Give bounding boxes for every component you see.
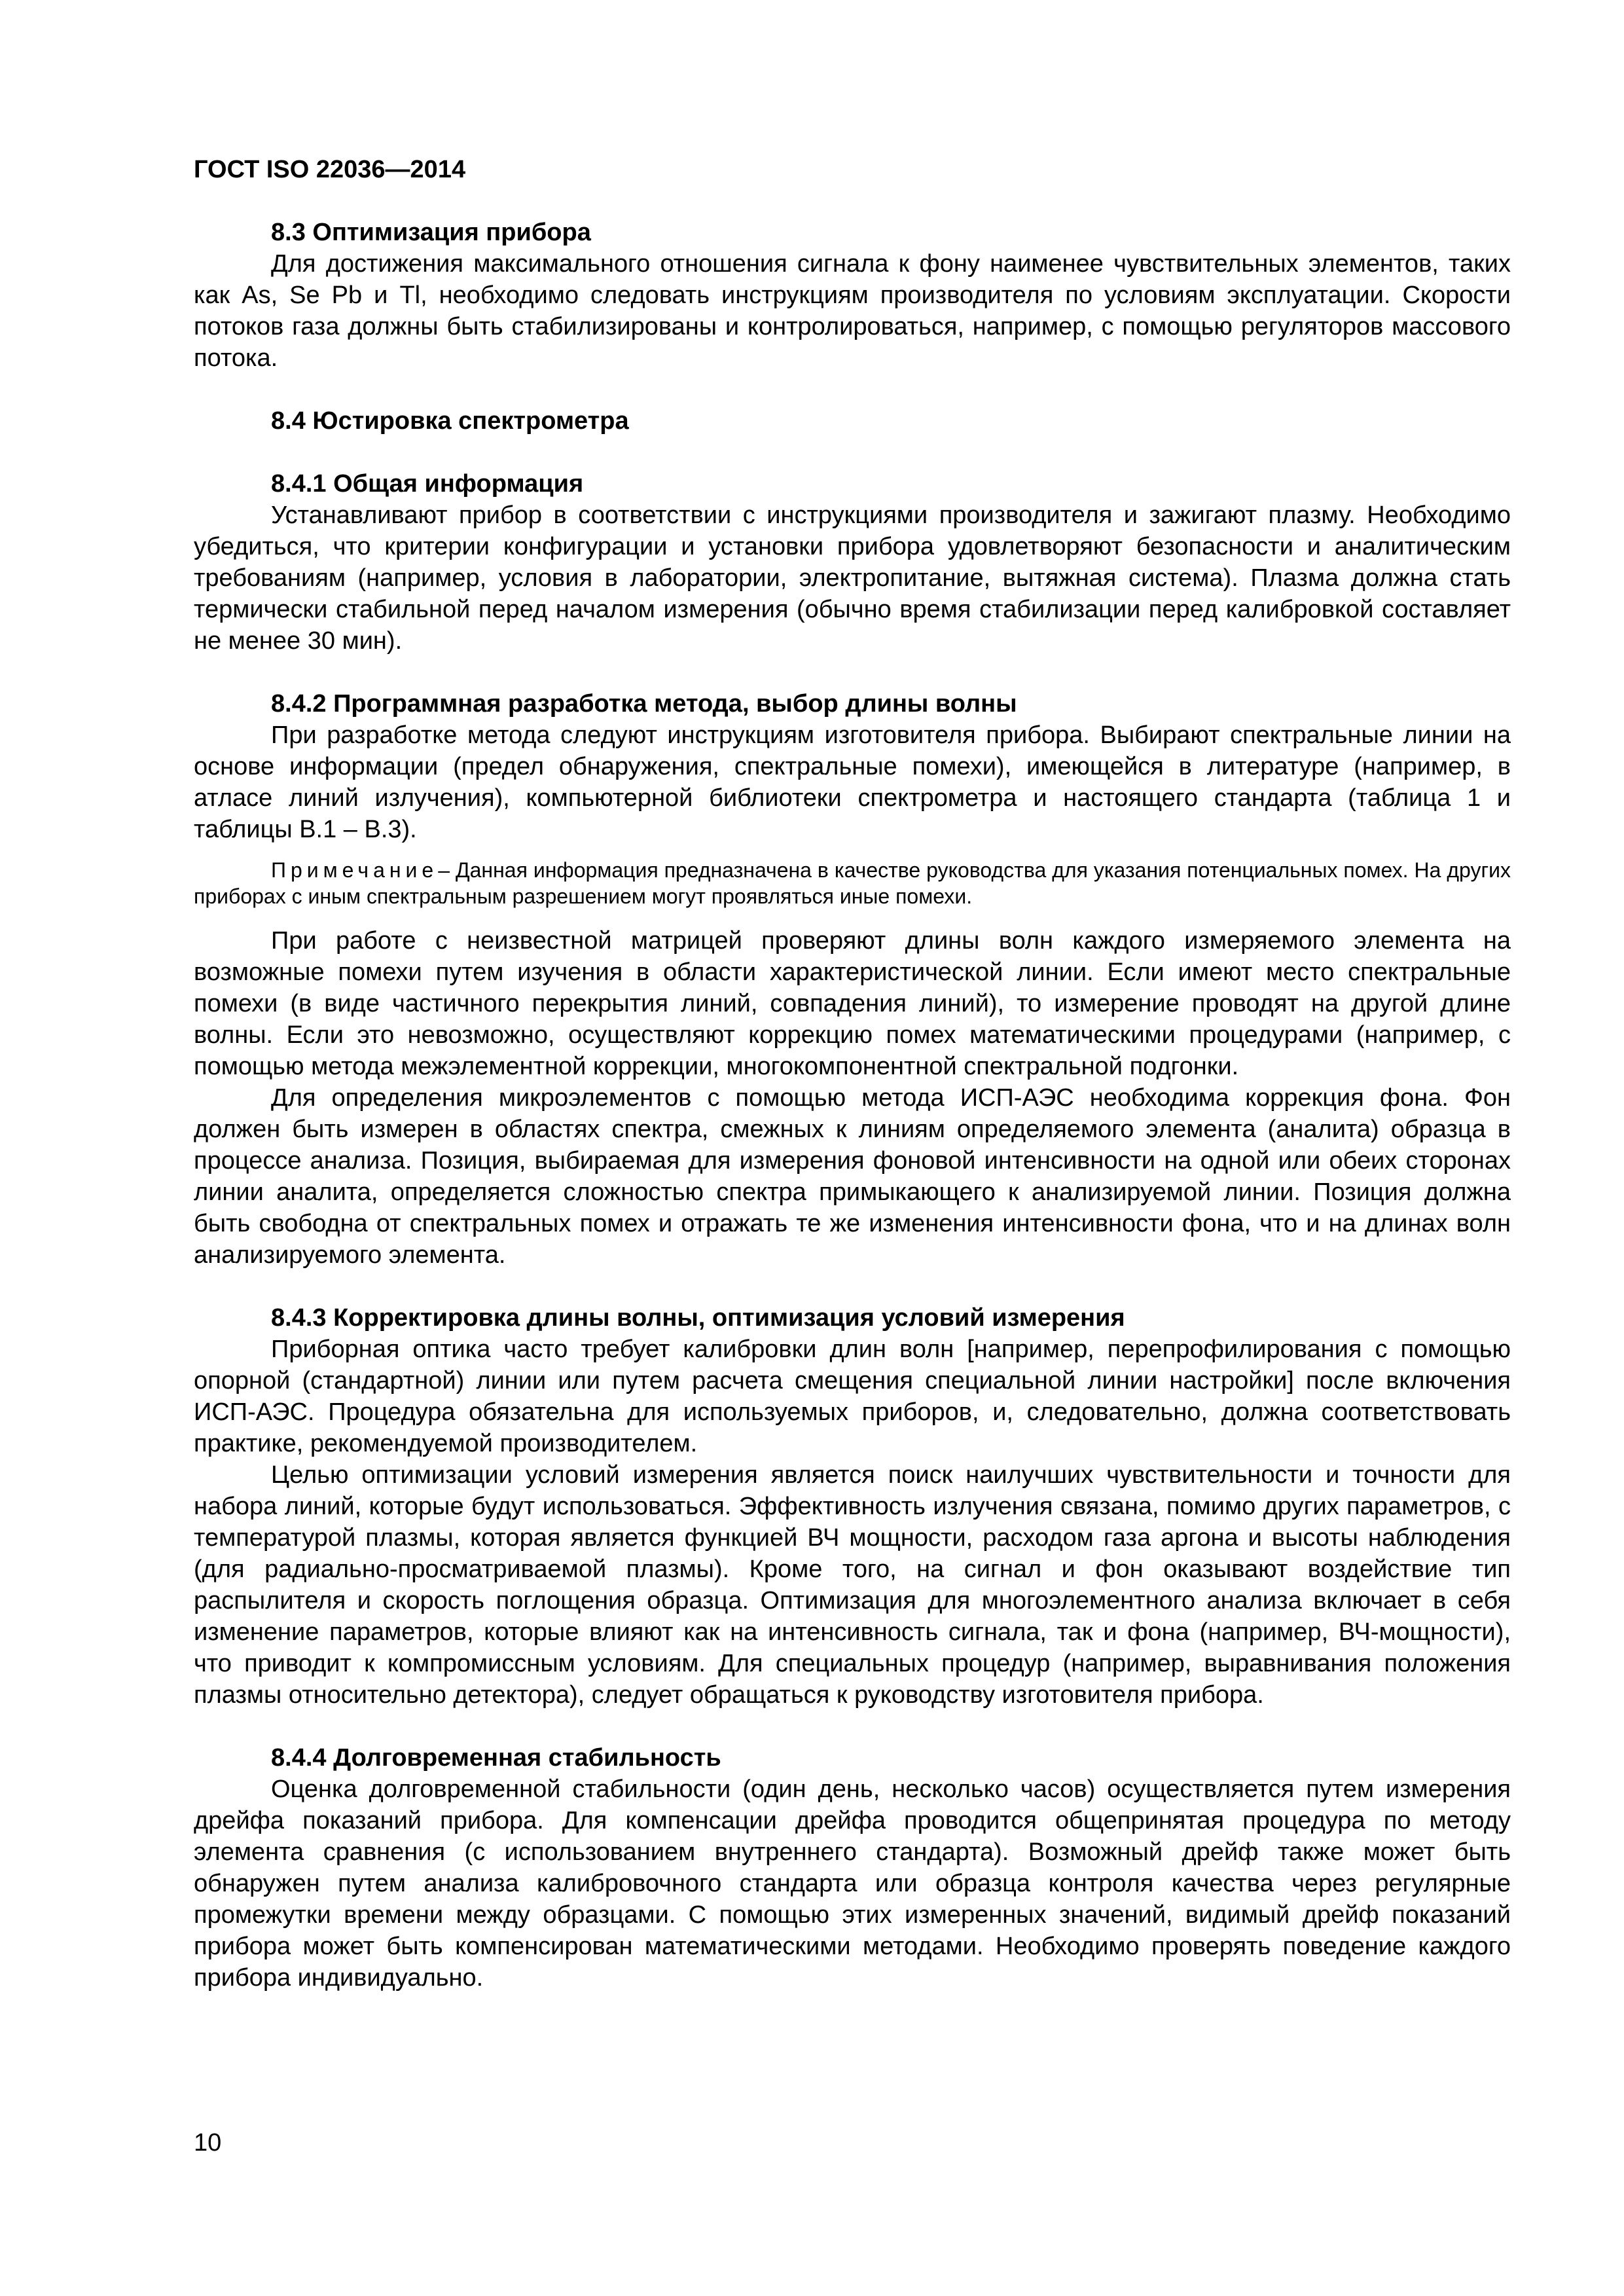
spacer [194,1271,1511,1302]
spacer [194,437,1511,468]
spacer [194,657,1511,688]
section-8-4-1-paragraph: Устанавливают прибор в соответствии с инструкциями производителя и зажигают плазму. Необходимо убедиться, что критерии конфигурации и установки прибора удовлетворяют безопасности и аналитическим требованиям (например, условия в лаборатории, электропитание, вытяжная система). Плазма должна стать термически стабильной перед началом измерения (обычно время стабилизации перед калибровкой составляет не менее 30 мин). [194,501,1511,655]
document-code: ГОСТ ISO 22036—2014 [194,156,466,183]
note-text: – Данная информация предназначена в качестве руководства для указания потенциальных помех. На других приборах с иным спектральным разрешением могут проявляться иные помехи. [194,858,1511,908]
section-8-3-title: 8.3 Оптимизация прибора [271,219,591,246]
page-number: 10 [194,2129,222,2157]
section-8-4-3-paragraph-1: Приборная оптика часто требует калибровки длин волн [например, перепрофилирования с помощью опорной (стандартной) линии или путем расчета смещения специальной линии настройки] после включения ИСП-АЭС. Процедура обязательна для используемых приборов, и, следовательно, должна соответствовать практике, рекомендуемой производителем. [194,1336,1511,1457]
document-page [194,154,1511,2196]
section-8-4-2-paragraph-2: При работе с неизвестной матрицей проверяют длины волн каждого измеряемого элемента на возможные помехи путем изучения в области характеристической линии. Если имеют место спектральные помехи (в виде частичного перекрытия линий, совпадения линий), то измерение проводят на другой длине волны. Если это невозможно, осуществляют коррекцию помех математическими процедурами (например, с помощью метода межэлементной коррекции, многокомпонентной спектральной подгонки. [194,927,1511,1080]
spacer [194,374,1511,405]
section-8-4-title: 8.4 Юстировка спектрометра [271,407,629,435]
section-8-4-2-title: 8.4.2 Программная разработка метода, выбор длины волны [271,690,1017,718]
section-8-4-2-paragraph-1: При разработке метода следуют инструкциям изготовителя прибора. Выбирают спектральные линии на основе информации (предел обнаружения, спектральные помехи), имеющейся в литературе (например, в атласе линий излучения), компьютерной библиотеки спектрометра и настоящего стандарта (таблица 1 и таблицы B.1 – B.3). [194,721,1511,843]
section-8-4-2-paragraph-3: Для определения микроэлементов с помощью метода ИСП-АЭС необходима коррекция фона. Фон должен быть измерен в областях спектра, смежных к линиям определяемого элемента (аналита) образца в процессе анализа. Позиция, выбираемая для измерения фоновой интенсивности на одной или обеих сторонах линии аналита, определяется сложностью спектра примыкающего к анализируемой линии. Позиция должна быть свободна от спектральных помех и отражать те же изменения интенсивности фона, что и на длинах волн анализируемого элемента. [194,1084,1511,1269]
section-8-3-paragraph: Для достижения максимального отношения сигнала к фону наименее чувствительных элементов, таких как As, Se Pb и Tl, необходимо следовать инструкциям производителя по условиям эксплуатации. Скорости потоков газа должны быть стабилизированы и контролироваться, например, с помощью регуляторов массового потока. [194,250,1511,372]
section-8-4-3-title: 8.4.3 Корректировка длины волны, оптимизация условий измерения [271,1304,1125,1332]
section-8-4-4-paragraph: Оценка долговременной стабильности (один день, несколько часов) осуществляется путем измерения дрейфа показаний прибора. Для компенсации дрейфа проводится общепринятая процедура по методу элемента сравнения (с использованием внутреннего стандарта). Возможный дрейф также может быть обнаружен путем анализа калибровочного стандарта или образца контроля качества через регулярные промежутки времени между образцами. С помощью этих измеренных значений, видимый дрейф показаний прибора может быть компенсирован математическими методами. Необходимо проверять поведение каждого прибора индивидуально. [194,1776,1511,1992]
section-8-4-4-title: 8.4.4 Долговременная стабильность [271,1744,721,1772]
spacer [194,1711,1511,1742]
section-8-4-1-title: 8.4.1 Общая информация [271,470,584,498]
note-label: Примечание [271,858,439,882]
note [194,857,1511,909]
section-8-4-3-paragraph-2: Целью оптимизации условий измерения является поиск наилучших чувствительности и точности для набора линий, которые будут использоваться. Эффективность излучения связана, помимо других параметров, с температурой плазмы, которая является функцией ВЧ мощности, расходом газа аргона и высоты наблюдения (для радиально-просматриваемой плазмы). Кроме того, на сигнал и фон оказывают воздействие тип распылителя и скорость поглощения образца. Оптимизация для многоэлементного анализа включает в себя изменение параметров, которые влияют как на интенсивность сигнала, так и фона (например, ВЧ-мощности), что приводит к компромиссным условиям. Для специальных процедур (например, выравнивания положения плазмы относительно детектора), следует обращаться к руководству изготовителя прибора. [194,1461,1511,1709]
